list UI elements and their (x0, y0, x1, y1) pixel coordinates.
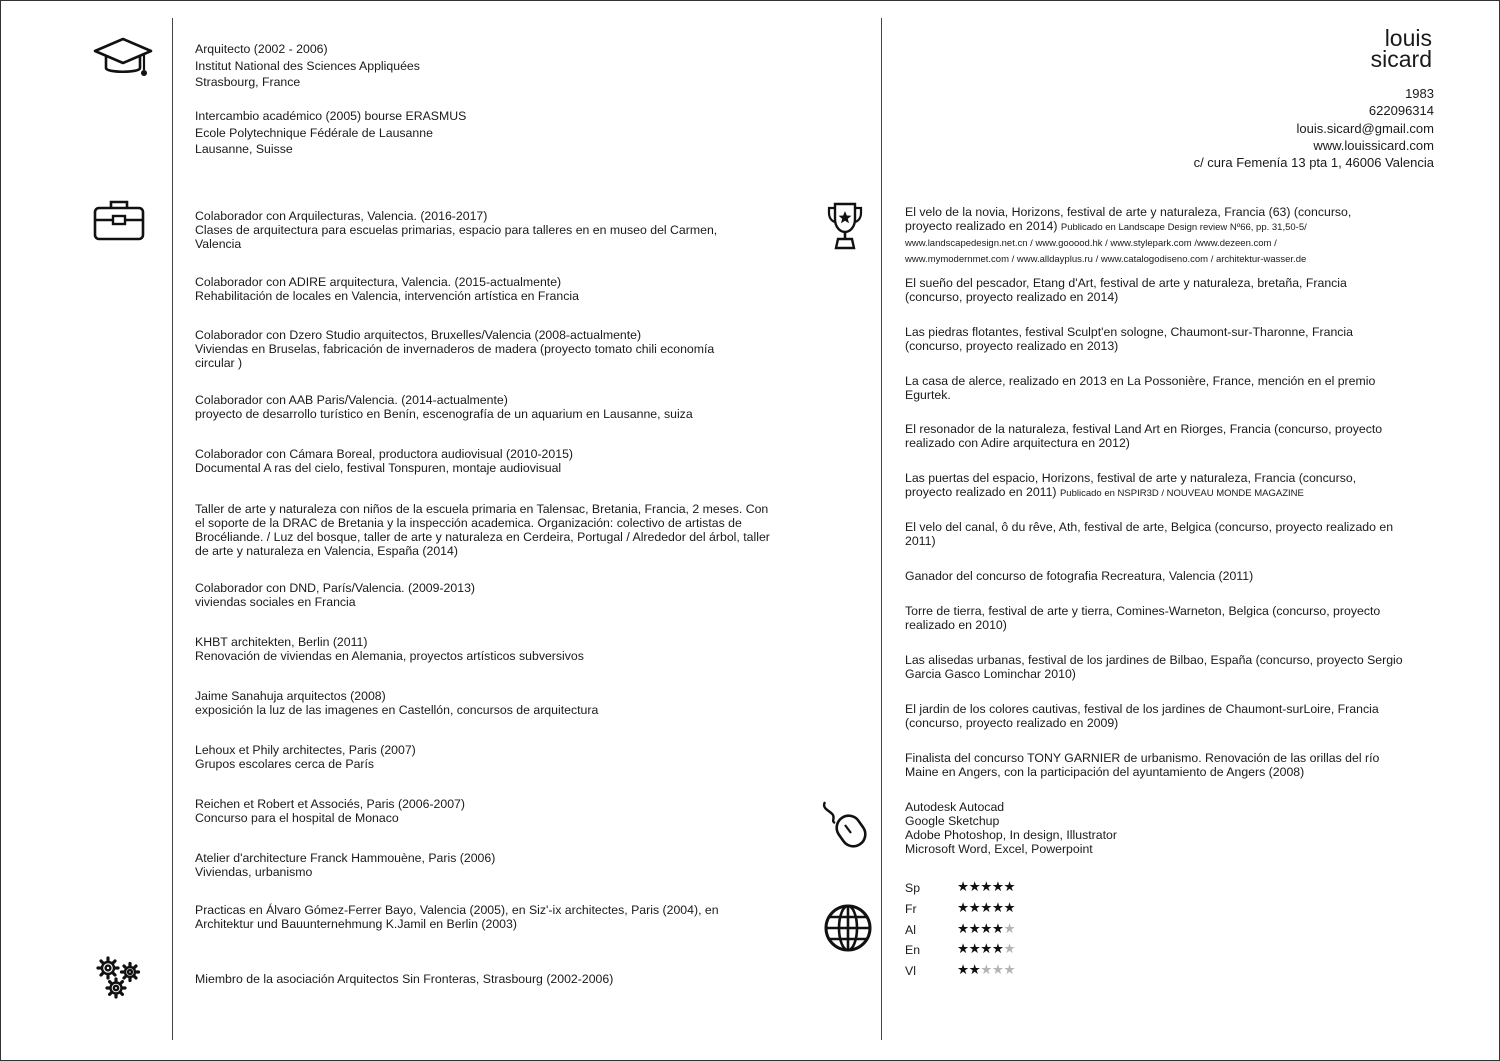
rating-stars (957, 921, 1015, 937)
star-empty-icon: ★ (1003, 941, 1016, 956)
edu-school: Institut National des Sciences Appliquées (195, 58, 420, 73)
contact-block (1194, 85, 1434, 171)
center-divider (881, 18, 882, 1040)
star-filled-icon: ★ (980, 921, 992, 936)
experience-entry (195, 393, 785, 421)
software-item: Adobe Photoshop, In design, Illustrator (905, 828, 1117, 842)
globe-icon (823, 903, 873, 953)
experience-entry (195, 797, 785, 825)
rating-stars (957, 962, 1015, 978)
exp-desc: Grupos escolares cerca de París (195, 757, 375, 771)
exp-title: Colaborador con Arquilecturas, Valencia. (2016-2017) (195, 209, 488, 223)
exp-desc: Viviendas, urbanismo (195, 865, 313, 879)
award-entry (905, 569, 1425, 583)
experience-entry (195, 581, 785, 609)
software-list (905, 800, 1425, 856)
experience-entry (195, 447, 785, 475)
star-filled-icon: ★ (957, 900, 969, 915)
award-text: El jardin de los colores cautivas, festival de los jardines de Chaumont-surLoire, Francia (concurso, proyecto realizado en 2009) (905, 702, 1379, 730)
star-filled-icon: ★ (980, 941, 992, 956)
exp-title: Jaime Sanahuja arquitectos (2008) (195, 689, 386, 703)
language-row (905, 964, 1035, 982)
award-entry (905, 374, 1405, 402)
edu-title: Arquitecto (2002 - 2006) (195, 42, 328, 56)
education-entry (195, 108, 785, 158)
exp-title: Colaborador con Cámara Boreal, productora audiovisual (2010-2015) (195, 447, 574, 461)
star-filled-icon: ★ (968, 879, 981, 894)
award-text: Las alisedas urbanas, festival de los jardines de Bilbao, España (concurso, proyecto Sergio Garcia Gasco Lominchar 2010) (905, 653, 1403, 681)
trophy-icon (826, 201, 864, 251)
rating-stars (957, 900, 1015, 916)
edu-location: Lausanne, Suisse (195, 142, 293, 156)
star-filled-icon: ★ (991, 941, 1004, 956)
edu-school: Ecole Polytechnique Fédérale de Lausanne (195, 125, 433, 140)
award-entry (905, 276, 1385, 304)
star-filled-icon: ★ (957, 879, 969, 894)
edu-location: Strasbourg, France (195, 75, 301, 89)
exp-desc: Renovación de viviendas en Alemania, proyectos artísticos subversivos (195, 649, 584, 663)
language-row (905, 923, 1035, 941)
experience-entry (195, 502, 780, 558)
address: c/ cura Femenía 13 pta 1, 46006 Valencia (1193, 155, 1434, 171)
exp-desc: Concurso para el hospital de Monaco (195, 811, 399, 825)
website: www.louissicard.com (1313, 137, 1434, 153)
language-row (905, 902, 1035, 920)
star-filled-icon: ★ (968, 921, 981, 936)
award-text: Torre de tierra, festival de arte y tierra, Comines-Warneton, Belgica (concurso, proyecto realizado en 2010) (905, 604, 1381, 632)
star-filled-icon: ★ (968, 962, 981, 977)
software-item: Google Sketchup (905, 814, 1000, 828)
exp-desc: Practicas en Álvaro Gómez-Ferrer Bayo, Valencia (2005), en Siz'-ix architectes, Paris (2004), en Architektur und Bauunternehmung K.Jamil en Berlin (2003) (195, 903, 719, 931)
language-code: Al (905, 923, 916, 937)
language-code: Vl (905, 964, 916, 978)
briefcase-icon (93, 198, 145, 242)
experience-entry (195, 275, 785, 303)
exp-desc: Clases de arquitectura para escuelas primarias, espacio para talleres en en museo del Carmen, Valencia (195, 223, 718, 251)
exp-title: Colaborador con Dzero Studio arquitectos, Bruxelles/Valencia (2008-actualmente) (195, 328, 642, 342)
star-filled-icon: ★ (991, 879, 1004, 894)
award-entry (905, 702, 1425, 730)
graduation-cap-icon (92, 37, 154, 81)
language-row (905, 881, 1035, 899)
exp-title: Lehoux et Phily architectes, Paris (2007) (195, 743, 416, 757)
exp-title: Reichen et Robert et Associés, Paris (2006-2007) (195, 797, 465, 811)
rating-stars (957, 879, 1015, 895)
mouse-icon (821, 799, 873, 849)
award-text: Las puertas del espacio, Horizons, festival de arte y naturaleza, Francia (concurso, proyecto realizado en 2011) (905, 471, 1357, 499)
award-text: El velo del canal, ô du rêve, Ath, festival de arte, Belgica (concurso, proyecto realizado en 2011) (905, 520, 1394, 548)
award-text: Las piedras flotantes, festival Sculpt'en sologne, Chaumont-sur-Tharonne, Francia (concurso, proyecto realizado en 2013) (905, 325, 1354, 353)
birth-year: 1983 (1405, 86, 1434, 101)
experience-entry (195, 903, 740, 931)
star-empty-icon: ★ (980, 962, 992, 977)
association-text: Miembro de la asociación Arquitectos Sin Fronteras, Strasbourg (2002-2006) (195, 972, 614, 986)
award-entry (905, 520, 1420, 548)
star-filled-icon: ★ (968, 900, 981, 915)
award-entry (905, 325, 1385, 353)
exp-desc: viviendas sociales en Francia (195, 595, 356, 609)
left-divider (172, 18, 173, 1040)
gears-icon (94, 954, 142, 1000)
award-text: Finalista del concurso TONY GARNIER de urbanismo. Renovación de las orillas del río Maine en Angers, con la participación del ayuntamiento de Angers (2008) (905, 751, 1380, 779)
experience-entry (195, 851, 785, 879)
exp-desc: Rehabilitación de locales en Valencia, intervención artística en Francia (195, 289, 579, 303)
star-filled-icon: ★ (957, 941, 969, 956)
language-code: En (905, 943, 921, 957)
star-empty-icon: ★ (1003, 921, 1016, 936)
exp-desc: exposición la luz de las imagenes en Castellón, concursos de arquitectura (195, 703, 599, 717)
star-filled-icon: ★ (1003, 900, 1016, 915)
exp-title: Atelier d'architecture Franck Hammouène, Paris (2006) (195, 851, 496, 865)
experience-entry (195, 635, 785, 663)
award-entry (905, 653, 1425, 681)
experience-entry (195, 328, 755, 370)
experience-entry (195, 689, 785, 717)
rating-stars (957, 941, 1015, 957)
award-entry (905, 422, 1420, 450)
education-entry (195, 41, 785, 91)
exp-title: Colaborador con AAB Paris/Valencia. (2014-actualmente) (195, 393, 508, 407)
language-code: Fr (905, 902, 917, 916)
award-text: La casa de alerce, realizado en 2013 en La Possonière, France, mención en el premio Egurtek. (905, 374, 1376, 402)
exp-desc: proyecto de desarrollo turístico en Benín, escenografía de un aquarium en Lausanne, suiza (195, 407, 693, 421)
award-text: El velo de la novia, Horizons, festival de arte y naturaleza, Francia (63) (concurso, proyecto realizado en 2014) (905, 205, 1352, 233)
star-filled-icon: ★ (991, 900, 1004, 915)
email: louis.sicard@gmail.com (1296, 120, 1434, 136)
software-item: Autodesk Autocad (905, 800, 1005, 814)
award-entry (905, 751, 1405, 779)
star-filled-icon: ★ (991, 921, 1004, 936)
exp-title: Colaborador con ADIRE arquitectura, Valencia. (2015-actualmente) (195, 275, 562, 289)
exp-desc: Taller de arte y naturaleza con niños de la escuela primaria en Talensac, Bretania, Francia, 2 meses. Con el soporte de la DRAC de Bretania y la inspección academica. Organización: colectivo de artistas de Brocéliande. / Luz del bosque, taller de arte y naturaleza en Cerdeira, Portugal / Alrededor del árbol, taller de arte y naturaleza en Valencia, España (2014) (195, 502, 770, 558)
award-note: Publicado en Landscape Design review Nº66, pp. 31,50-5/ www.landscapedesign.net.cn / www.gooood.hk / www.stylepark.com /www.dezeen.com / www.mymodernmet.com / www.alldayplus.ru / www.catalogodiseno.com / architektur-wasser.de (905, 222, 1307, 265)
name-block (1370, 25, 1432, 72)
star-empty-icon: ★ (991, 962, 1004, 977)
language-row (905, 943, 1035, 961)
star-filled-icon: ★ (968, 941, 981, 956)
first-name: louis (1384, 25, 1432, 51)
association-entry (195, 972, 785, 986)
experience-entry (195, 209, 755, 251)
star-filled-icon: ★ (1003, 879, 1016, 894)
award-note: Publicado en NSPIR3D / NOUVEAU MONDE MAGAZINE (1059, 488, 1304, 499)
award-text: El sueño del pescador, Etang d'Art, festival de arte y naturaleza, bretaña, Francia (concurso, proyecto realizado en 2014) (905, 276, 1347, 304)
award-entry (905, 604, 1415, 632)
award-entry (905, 205, 1375, 267)
star-filled-icon: ★ (957, 962, 969, 977)
edu-title: Intercambio académico (2005) bourse ERASMUS (195, 109, 467, 123)
phone: 622096314 (1368, 103, 1434, 119)
exp-title: Colaborador con DND, París/Valencia. (2009-2013) (195, 581, 476, 595)
award-text: El resonador de la naturaleza, festival Land Art en Riorges, Francia (concurso, proyecto realizado con Adire arquitectura en 2012) (905, 422, 1383, 450)
exp-desc: Documental A ras del cielo, festival Tonspuren, montaje audiovisual (195, 461, 562, 475)
last-name: sicard (1370, 46, 1432, 72)
star-filled-icon: ★ (980, 900, 992, 915)
award-text: Ganador del concurso de fotografia Recreatura, Valencia (2011) (905, 569, 1254, 583)
exp-title: KHBT architekten, Berlin (2011) (195, 635, 368, 649)
award-entry (905, 471, 1385, 501)
star-empty-icon: ★ (1003, 962, 1016, 977)
software-item: Microsoft Word, Excel, Powerpoint (905, 842, 1093, 856)
star-filled-icon: ★ (957, 921, 969, 936)
experience-entry (195, 743, 785, 771)
language-code: Sp (905, 881, 921, 895)
star-filled-icon: ★ (980, 879, 992, 894)
exp-desc: Viviendas en Bruselas, fabricación de invernaderos de madera (proyecto tomato chili economía circular ) (195, 342, 715, 370)
